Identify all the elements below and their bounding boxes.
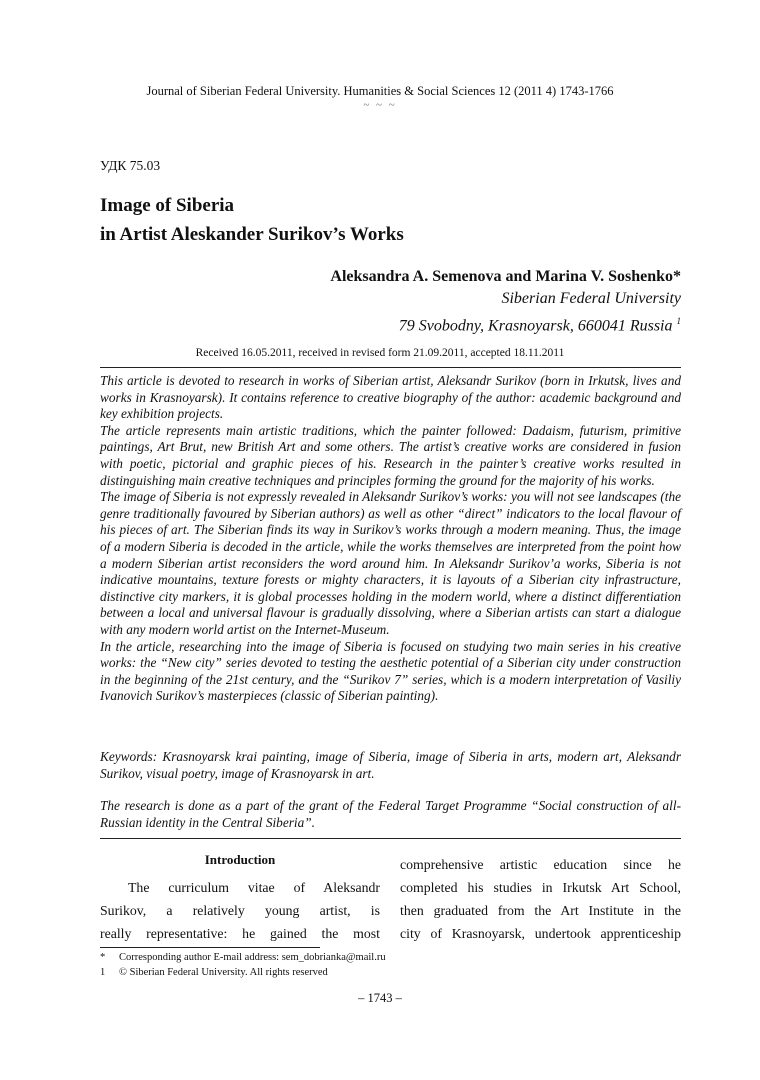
footnote-rule — [100, 947, 320, 948]
abstract-paragraph: In the article, researching into the image of Siberia is focused on studying two main series in his creative works: the “New city” series devoted to testing the aesthetic potential of a Siberian city under construction in the beginning of the 21st century, and the “Surikov 7” series, which is a modern interpretation of Vasiliy Ivanovich Surikov’s masterpieces (classic of Siberian painting). — [100, 638, 681, 704]
page-number: – 1743 – — [358, 991, 402, 1005]
keywords: Keywords: Krasnoyarsk krai painting, image of Siberia, image of Siberia in arts, modern art, Aleksandr Surikov, visual poetry, image of Krasnoyarsk in art. — [100, 749, 681, 781]
footnote-mark: 1 — [100, 966, 106, 978]
received-dates: Received 16.05.2011, received in revised form 21.09.2011, accepted 18.11.2011 — [195, 347, 565, 359]
article-title — [100, 191, 404, 249]
title-line-1: Image of Siberia — [100, 195, 235, 216]
footnote-mark: * — [100, 952, 106, 963]
address-footnote-mark: 1 — [676, 316, 681, 326]
footnote — [100, 966, 386, 981]
author-names: Aleksandra A. Semenova and Marina V. Soshenko* — [330, 268, 681, 285]
address-text: 79 Svobodny, Krasnoyarsk, 660041 Russia — [398, 317, 673, 335]
footnote-text: © Siberian Federal University. All rights reserved — [119, 966, 328, 978]
udk-code: УДК 75.03 — [100, 158, 161, 173]
section-heading-introduction: Introduction — [204, 852, 276, 867]
abstract-paragraph: This article is devoted to research in works of Siberian artist, Aleksandr Surikov (born in Irkutsk, lives and works in Krasnoyarsk). It contains reference to creative biography of the author: academic background and key exhibition projects. — [100, 373, 681, 422]
title-line-2: in Artist Aleskander Surikov’s Works — [100, 224, 404, 245]
body-column-left — [100, 876, 380, 945]
journal-header: Journal of Siberian Federal University. Humanities & Social Sciences 12 (2011 4) 1743-1766 — [146, 84, 614, 98]
body-line: completed his studies in Irkutsk Art School, — [400, 880, 681, 895]
author-address — [330, 310, 681, 337]
body-line: The curriculum vitae of Aleksandr — [128, 880, 380, 895]
author-affiliation: Siberian Federal University — [501, 290, 681, 307]
body-line: city of Krasnoyarsk, undertook apprenticeship — [400, 926, 681, 941]
abstract-paragraph: The article represents main artistic traditions, which the painter followed: Dadaism, futurism, primitive paintings, Art Brut, new British Art and some others. The artist’s creative works are considered in fusion with poetic, pictorial and graphic pieces of his. Research in the painter’s creative works resulted in distinguishing main creative techniques and principles forming the ground for the majority of his works. — [100, 422, 681, 488]
author-block — [330, 266, 681, 337]
footnotes — [100, 951, 386, 980]
abstract — [100, 373, 681, 705]
body-line: Surikov, a relatively young artist, is — [100, 903, 380, 918]
abstract-top-rule — [100, 367, 681, 368]
grant-note: The research is done as a part of the grant of the Federal Target Programme “Social construction of all-Russian identity in the Central Siberia”. — [100, 798, 681, 830]
body-line: then graduated from the Art Institute in the — [400, 903, 681, 918]
abstract-bottom-rule — [100, 838, 681, 839]
body-line: really representative: he gained the most — [100, 926, 380, 941]
footnote — [100, 951, 386, 966]
abstract-paragraph: The image of Siberia is not expressly revealed in Aleksandr Surikov’s works: you will not see landscapes (the genre traditionally favoured by Siberian authors) as well as other “direct” indicators to the local flavour of his pieces of art. The Siberian finds its way in Surikov’s works through a modern meaning. Thus, the image of a modern Siberia is decoded in the article, while the works themselves are interpreted from the point how a modern Siberian artist reconsiders the word around him. In Aleksandr Surikov’a works, Siberia is not indicative mountains, texture forests or mighty characters, it is layouts of a Siberian city infrastructure, distinctive city markers, it is global processes holding in the modern world, where a distinct differentiation between a local and universal flavour is gradually dissolving, where a Siberian artists can start a dialogue with any modern world artist on the Internet-Museum. — [100, 489, 681, 637]
body-line: comprehensive artistic education since he — [400, 857, 681, 872]
footnote-text: Corresponding author E-mail address: sem_dobrianka@mail.ru — [119, 952, 386, 963]
header-ornament: ~ ~ ~ — [363, 99, 397, 111]
body-column-right — [400, 853, 681, 945]
